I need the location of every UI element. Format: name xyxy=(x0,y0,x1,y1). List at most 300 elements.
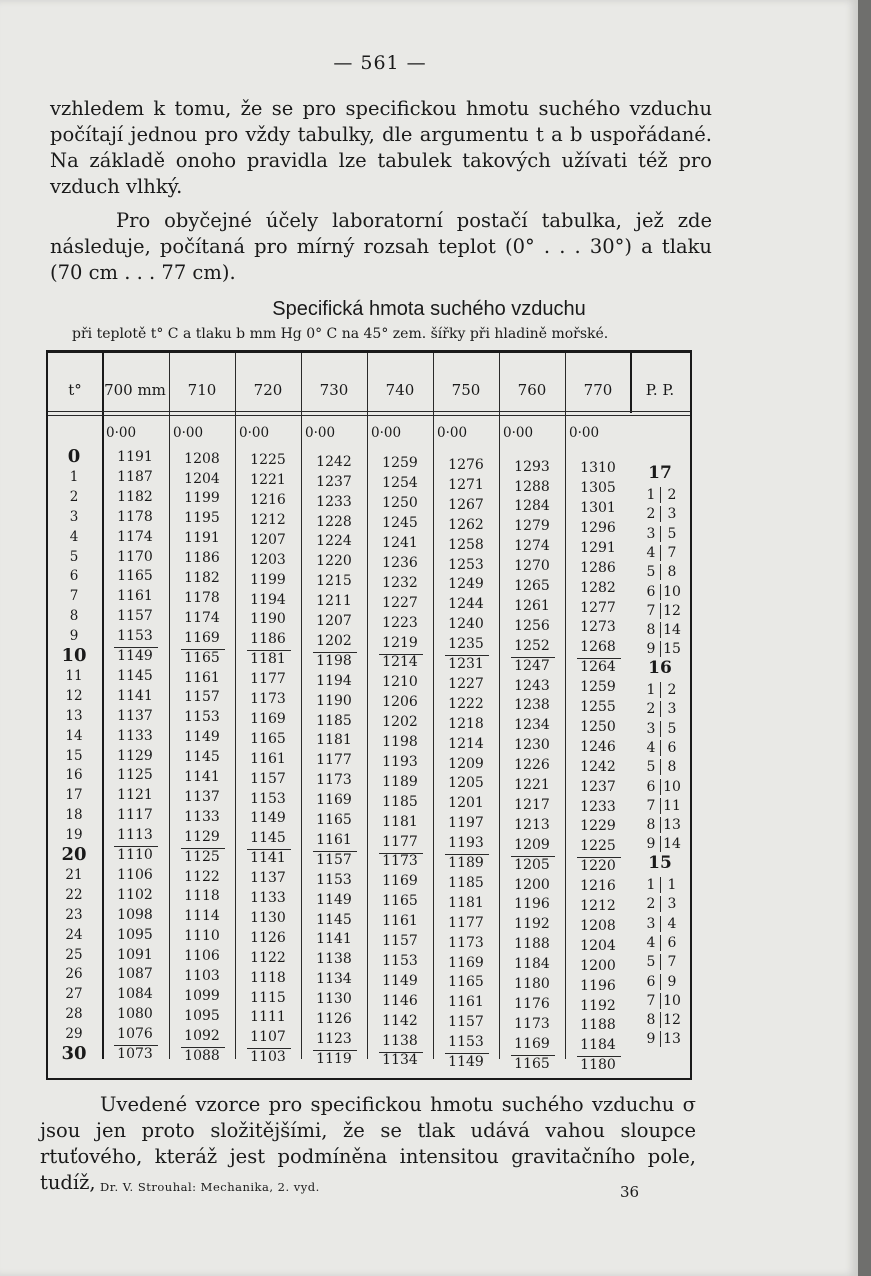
table-cell: 1133 xyxy=(250,890,286,906)
table-cell: 1193 xyxy=(382,753,418,770)
table-cell: 1122 xyxy=(250,949,286,966)
table-cell: 1265 xyxy=(514,578,550,594)
table-cell: 1227 xyxy=(382,594,418,611)
pp-digit: 6 xyxy=(646,973,656,990)
table-cell: 1202 xyxy=(382,714,418,731)
table-cell: 1200 xyxy=(514,876,550,893)
group-rule xyxy=(511,1055,555,1056)
table-subtitle: při teplotě t° C a tlaku b mm Hg 0° C na 45° zem. šířky při hladině mořské. xyxy=(72,326,609,342)
table-cell: 1221 xyxy=(514,777,550,793)
temperature-label: 18 xyxy=(65,807,83,824)
pressure-header: 730 xyxy=(319,381,349,399)
table-cell: 1288 xyxy=(514,478,550,495)
pp-row xyxy=(642,798,683,814)
table-cell: 1088 xyxy=(184,1047,220,1064)
group-rule xyxy=(114,1045,158,1046)
table-cell: 1199 xyxy=(184,490,220,507)
pp-group-head: 15 xyxy=(648,853,672,873)
table-cell: 1286 xyxy=(580,559,616,576)
table-cell: 1296 xyxy=(580,519,616,536)
table-cell: 1220 xyxy=(316,553,352,570)
table-cell: 1184 xyxy=(514,956,550,973)
table-cell: 1204 xyxy=(580,937,616,954)
table-cell: 1206 xyxy=(382,694,418,711)
book-spine-edge xyxy=(858,0,871,1276)
table-cell: 1209 xyxy=(514,836,550,853)
table-cell: 1214 xyxy=(448,735,484,752)
table-cell: 1181 xyxy=(382,813,418,830)
table-cell: 1092 xyxy=(184,1027,220,1044)
pressure-header: 700 mm xyxy=(104,381,166,399)
table-cell: 1176 xyxy=(514,995,550,1012)
pp-part: 14 xyxy=(660,622,683,638)
table-cell: 1291 xyxy=(580,539,616,556)
table-cell: 1181 xyxy=(250,651,286,668)
table-cell: 1129 xyxy=(117,747,153,764)
table-cell: 1126 xyxy=(316,1011,352,1027)
pp-part: 5 xyxy=(660,526,683,542)
temperature-label: 4 xyxy=(69,528,79,545)
pp-part: 7 xyxy=(660,545,683,561)
table-cell: 1095 xyxy=(184,1007,220,1024)
table-cell: 1145 xyxy=(316,911,352,928)
table-cell: 1256 xyxy=(514,617,550,634)
pp-digit: 7 xyxy=(646,602,656,619)
pp-part: 4 xyxy=(660,916,683,932)
pp-digit: 5 xyxy=(646,759,656,776)
table-cell: 1157 xyxy=(316,851,352,868)
table-cell: 1242 xyxy=(316,453,352,470)
pp-digit: 7 xyxy=(646,992,656,1009)
temperature-label: 7 xyxy=(69,588,79,605)
table-cell: 1196 xyxy=(514,896,550,913)
table-cell: 1185 xyxy=(316,712,352,729)
pp-part: 8 xyxy=(660,759,683,775)
table-cell: 1165 xyxy=(448,974,484,991)
group-rule xyxy=(379,853,423,854)
group-rule xyxy=(379,654,423,655)
table-cell: 1231 xyxy=(448,656,484,672)
temperature-label: 2 xyxy=(69,488,79,505)
table-cell: 1178 xyxy=(117,508,153,525)
temperature-label: 8 xyxy=(69,608,79,625)
pp-digit: 9 xyxy=(646,641,656,658)
table-cell: 1149 xyxy=(448,1054,484,1070)
table-cell: 1226 xyxy=(514,757,550,774)
temperature-label: 1 xyxy=(69,468,79,485)
table-cell: 1227 xyxy=(448,675,484,692)
table-cell: 1242 xyxy=(580,758,616,775)
pp-part: 13 xyxy=(660,1031,683,1047)
table-cell: 1186 xyxy=(184,550,220,567)
pp-row xyxy=(642,545,683,561)
pp-row xyxy=(642,564,683,580)
pp-row xyxy=(642,935,683,951)
table-cell: 1186 xyxy=(250,631,286,648)
table-cell: 1119 xyxy=(316,1050,352,1067)
group-rule xyxy=(313,1050,357,1051)
pp-digit: 8 xyxy=(646,1012,656,1029)
pp-row xyxy=(642,1012,683,1028)
temperature-label: 27 xyxy=(65,986,83,1003)
table-cell: 1235 xyxy=(448,636,484,653)
pp-row xyxy=(642,603,683,619)
table-cell: 1165 xyxy=(117,568,153,585)
table-cell: 1188 xyxy=(514,936,550,953)
pp-part: 9 xyxy=(660,974,683,990)
header-rule xyxy=(48,411,690,412)
table-cell: 1241 xyxy=(382,535,418,551)
table-cell: 1122 xyxy=(184,868,220,885)
table-cell: 1230 xyxy=(514,737,550,754)
table-cell: 1273 xyxy=(580,619,616,636)
table-cell: 1173 xyxy=(382,853,418,870)
table-cell: 1222 xyxy=(448,695,484,712)
table-cell: 1293 xyxy=(514,458,550,475)
group-rule xyxy=(114,647,158,648)
table-cell: 1233 xyxy=(580,798,616,815)
pp-part: 14 xyxy=(660,836,683,852)
pressure-header: 770 xyxy=(583,381,613,399)
temperature-label: 9 xyxy=(69,628,79,645)
temperature-header: t° xyxy=(68,381,82,399)
table-cell: 1277 xyxy=(580,599,616,616)
table-cell: 1203 xyxy=(250,551,286,568)
pp-part: 3 xyxy=(660,506,683,522)
table-cell: 1169 xyxy=(316,792,352,809)
pp-row xyxy=(642,622,683,638)
pp-digit: 7 xyxy=(646,797,656,814)
table-cell: 1161 xyxy=(448,994,484,1011)
pp-row xyxy=(642,817,683,833)
table-cell: 1209 xyxy=(448,755,484,772)
table-cell: 1153 xyxy=(316,871,352,888)
table-cell: 1153 xyxy=(448,1034,484,1051)
table-cell: 1165 xyxy=(184,649,220,666)
pp-part: 12 xyxy=(660,603,683,619)
table-cell: 1141 xyxy=(117,687,153,704)
temperature-label: 0 xyxy=(67,446,81,467)
table-cell: 1115 xyxy=(250,989,286,1006)
table-cell: 1234 xyxy=(514,717,550,734)
pp-digit: 1 xyxy=(646,487,656,503)
table-cell: 1184 xyxy=(580,1037,616,1054)
table-cell: 1165 xyxy=(316,812,352,828)
group-rule xyxy=(181,1047,225,1048)
table-cell: 1084 xyxy=(117,986,153,1003)
temperature-label: 29 xyxy=(65,1026,83,1043)
page-number: — 561 — xyxy=(333,52,427,74)
table-cell: 1259 xyxy=(580,679,616,696)
table-cell: 1169 xyxy=(448,954,484,971)
table-cell: 1220 xyxy=(580,858,616,875)
table-cell: 1225 xyxy=(580,838,616,855)
table-cell: 1258 xyxy=(448,536,484,553)
table-cell: 1099 xyxy=(184,987,220,1004)
table-cell: 1185 xyxy=(448,874,484,891)
base-value: 0·00 xyxy=(106,425,137,441)
table-cell: 1169 xyxy=(514,1035,550,1052)
table-cell: 1177 xyxy=(382,833,418,850)
group-rule xyxy=(181,649,225,650)
pp-part: 6 xyxy=(660,740,683,756)
table-cell: 1189 xyxy=(448,855,484,871)
temperature-label: 11 xyxy=(65,667,83,684)
table-cell: 1196 xyxy=(580,977,616,994)
table-cell: 1262 xyxy=(448,516,484,533)
table-cell: 1254 xyxy=(382,475,418,492)
pressure-header: 720 xyxy=(253,381,283,399)
pp-row xyxy=(642,877,683,893)
base-value: 0·00 xyxy=(437,425,468,441)
table-cell: 1195 xyxy=(184,510,220,527)
table-cell: 1181 xyxy=(316,732,352,749)
table-cell: 1161 xyxy=(250,750,286,767)
pp-digit: 1 xyxy=(646,877,656,893)
table-cell: 1161 xyxy=(117,588,153,605)
table-cell: 1243 xyxy=(514,677,550,694)
pp-digit: 9 xyxy=(646,836,656,853)
group-rule xyxy=(247,650,291,651)
pressure-header: 710 xyxy=(187,381,217,399)
table-cell: 1223 xyxy=(382,614,418,631)
table-cell: 1261 xyxy=(514,597,550,614)
table-cell: 1161 xyxy=(184,669,220,686)
table-cell: 1149 xyxy=(250,810,286,827)
table-cell: 1095 xyxy=(117,926,153,943)
table-cell: 1137 xyxy=(117,707,153,724)
group-rule xyxy=(313,851,357,852)
table-cell: 1197 xyxy=(448,815,484,832)
temperature-label: 22 xyxy=(65,886,83,903)
table-cell: 1073 xyxy=(117,1046,153,1062)
table-cell: 1149 xyxy=(117,648,153,664)
table-cell: 1192 xyxy=(580,997,616,1014)
table-cell: 1229 xyxy=(580,818,616,835)
table-cell: 1157 xyxy=(382,933,418,949)
temperature-label: 6 xyxy=(69,568,79,585)
table-cell: 1205 xyxy=(514,856,550,873)
table-cell: 1161 xyxy=(382,913,418,930)
table-cell: 1165 xyxy=(250,730,286,747)
pp-row xyxy=(642,759,683,775)
table-cell: 1110 xyxy=(184,928,220,945)
table-cell: 1153 xyxy=(184,709,220,726)
table-cell: 1205 xyxy=(448,775,484,792)
table-cell: 1189 xyxy=(382,773,418,790)
table-cell: 1165 xyxy=(382,893,418,910)
table-cell: 1107 xyxy=(250,1029,286,1046)
table-cell: 1237 xyxy=(316,473,352,490)
base-value: 0·00 xyxy=(239,425,270,441)
paragraph-2 xyxy=(50,208,712,286)
table-cell: 1198 xyxy=(382,734,418,750)
pp-row xyxy=(642,779,683,795)
pp-row xyxy=(642,993,683,1009)
pp-row xyxy=(642,1031,683,1047)
table-cell: 1194 xyxy=(250,591,286,608)
pp-part: 10 xyxy=(660,584,683,600)
table-cell: 1087 xyxy=(117,966,153,983)
table-cell: 1199 xyxy=(250,571,286,588)
density-table xyxy=(46,350,692,1080)
temperature-label: 17 xyxy=(65,787,83,804)
pp-part: 12 xyxy=(660,1012,683,1028)
group-rule xyxy=(313,652,357,653)
table-cell: 1244 xyxy=(448,596,484,613)
table-cell: 1210 xyxy=(382,674,418,691)
table-cell: 1125 xyxy=(184,848,220,865)
table-cell: 1301 xyxy=(580,500,616,516)
table-cell: 1218 xyxy=(448,715,484,732)
table-cell: 1217 xyxy=(514,796,550,813)
table-cell: 1204 xyxy=(184,470,220,487)
pressure-header: 740 xyxy=(385,381,415,399)
base-value: 0·00 xyxy=(173,425,204,441)
pp-part: 10 xyxy=(660,779,683,795)
table-cell: 1113 xyxy=(117,827,153,844)
table-cell: 1276 xyxy=(448,457,484,473)
pp-row xyxy=(642,721,683,737)
table-cell: 1174 xyxy=(184,609,220,626)
table-cell: 1114 xyxy=(184,908,220,925)
table-cell: 1103 xyxy=(250,1049,286,1066)
temperature-label: 16 xyxy=(65,767,83,784)
group-rule xyxy=(511,856,555,857)
table-cell: 1191 xyxy=(117,449,153,465)
temperature-label: 19 xyxy=(65,827,83,844)
table-cell: 1111 xyxy=(250,1009,286,1026)
table-cell: 1240 xyxy=(448,616,484,633)
table-cell: 1208 xyxy=(184,450,220,467)
table-cell: 1173 xyxy=(316,772,352,789)
table-cell: 1165 xyxy=(514,1055,550,1072)
table-cell: 1149 xyxy=(184,729,220,746)
table-cell: 1250 xyxy=(580,718,616,735)
table-cell: 1198 xyxy=(316,652,352,669)
table-cell: 1169 xyxy=(184,629,220,646)
table-cell: 1106 xyxy=(184,948,220,965)
pp-digit: 3 xyxy=(646,915,656,932)
footer-signature: 36 xyxy=(620,1183,640,1201)
table-cell: 1214 xyxy=(382,654,418,671)
pp-digit: 1 xyxy=(646,682,656,698)
group-rule xyxy=(181,848,225,849)
table-cell: 1133 xyxy=(117,727,153,744)
table-cell: 1207 xyxy=(250,531,286,548)
table-cell: 1118 xyxy=(184,888,220,905)
temperature-label: 10 xyxy=(61,645,87,666)
table-cell: 1255 xyxy=(580,699,616,715)
table-cell: 1130 xyxy=(316,991,352,1008)
group-rule xyxy=(445,1053,489,1054)
temperature-label: 30 xyxy=(61,1043,87,1064)
table-cell: 1118 xyxy=(250,969,286,986)
pressure-header: 760 xyxy=(517,381,547,399)
table-cell: 1215 xyxy=(316,573,352,590)
table-cell: 1098 xyxy=(117,906,153,923)
pp-row xyxy=(642,740,683,756)
table-cell: 1212 xyxy=(580,898,616,914)
table-cell: 1153 xyxy=(117,628,153,645)
pp-part: 15 xyxy=(660,641,683,657)
table-cell: 1182 xyxy=(184,570,220,586)
table-cell: 1080 xyxy=(117,1006,153,1023)
table-cell: 1194 xyxy=(316,672,352,689)
table-cell: 1253 xyxy=(448,556,484,573)
base-value: 0·00 xyxy=(371,425,402,441)
table-cell: 1138 xyxy=(316,951,352,968)
pp-row xyxy=(642,641,683,657)
table-cell: 1173 xyxy=(250,691,286,707)
table-cell: 1153 xyxy=(382,952,418,969)
pp-digit: 5 xyxy=(646,564,656,581)
table-cell: 1177 xyxy=(448,914,484,931)
pp-digit: 2 xyxy=(646,896,656,913)
pp-digit: 4 xyxy=(646,544,656,561)
table-cell: 1178 xyxy=(184,589,220,606)
table-cell: 1221 xyxy=(250,472,286,489)
table-cell: 1169 xyxy=(250,710,286,727)
table-cell: 1138 xyxy=(382,1032,418,1049)
pp-part: 3 xyxy=(660,701,683,717)
table-cell: 1177 xyxy=(250,671,286,688)
table-cell: 1219 xyxy=(382,634,418,651)
group-rule xyxy=(445,655,489,656)
temperature-label: 28 xyxy=(65,1006,83,1023)
table-cell: 1249 xyxy=(448,576,484,593)
table-cell: 1233 xyxy=(316,493,352,510)
table-cell: 1141 xyxy=(316,931,352,948)
table-cell: 1076 xyxy=(117,1026,153,1043)
temperature-label: 25 xyxy=(65,946,83,963)
base-value: 0·00 xyxy=(569,425,600,441)
pp-digit: 9 xyxy=(646,1031,656,1048)
temperature-label: 24 xyxy=(65,926,83,943)
table-cell: 1145 xyxy=(184,749,220,766)
table-cell: 1211 xyxy=(316,593,352,610)
table-cell: 1279 xyxy=(514,518,550,535)
table-cell: 1157 xyxy=(250,770,286,787)
pp-row xyxy=(642,526,683,542)
table-cell: 1232 xyxy=(382,574,418,591)
table-cell: 1102 xyxy=(117,886,153,903)
table-cell: 1192 xyxy=(514,916,550,933)
pp-part: 7 xyxy=(660,954,683,970)
table-cell: 1125 xyxy=(117,767,153,784)
pp-digit: 4 xyxy=(646,739,656,756)
temperature-label: 5 xyxy=(69,548,79,565)
table-cell: 1121 xyxy=(117,787,153,804)
pp-row xyxy=(642,954,683,970)
table-cell: 1103 xyxy=(184,968,220,984)
pp-digit: 5 xyxy=(646,954,656,971)
table-cell: 1182 xyxy=(117,488,153,505)
pp-digit: 3 xyxy=(646,720,656,737)
group-rule xyxy=(577,658,621,659)
table-cell: 1141 xyxy=(184,769,220,785)
group-rule xyxy=(577,857,621,858)
pp-digit: 6 xyxy=(646,583,656,600)
pp-row xyxy=(642,896,683,912)
pp-part: 2 xyxy=(660,682,683,698)
table-cell: 1246 xyxy=(580,738,616,755)
table-cell: 1202 xyxy=(316,632,352,649)
table-cell: 1134 xyxy=(316,971,352,988)
table-cell: 1134 xyxy=(382,1052,418,1069)
pp-digit: 4 xyxy=(646,934,656,951)
table-cell: 1191 xyxy=(184,530,220,547)
